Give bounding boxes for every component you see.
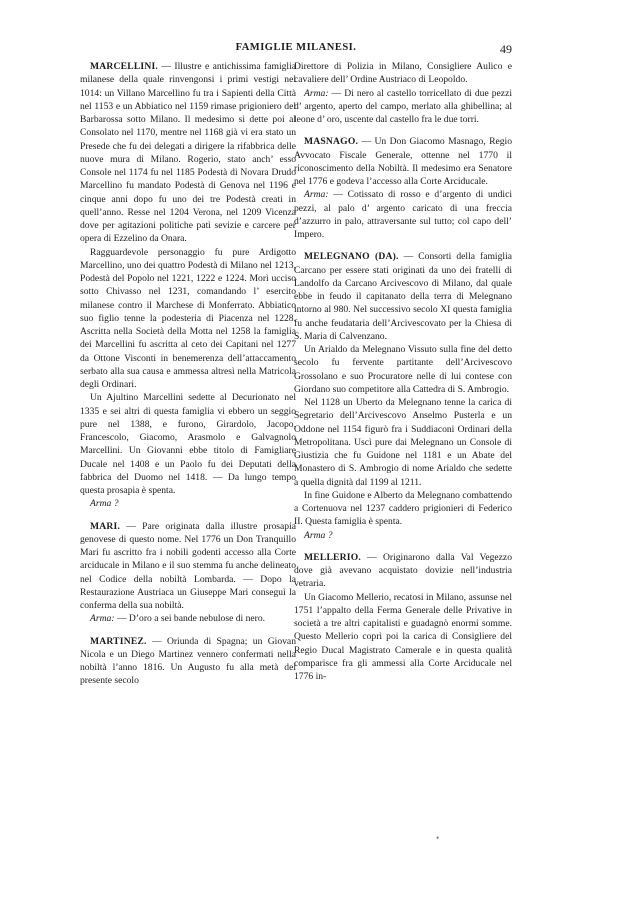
entry-intro-text: — Consorti della famiglia Carcano per essere stati originati da uno dei fratelli di Landolfo da Carcano Arcivescovo di Milano, dal quale ebbe in feudo il capitanato della terra di Melegnano intorno al 980. Nel successivo secolo XI questa famiglia fu anche feudataria dell’Arcivescovato per la Chiesa di S. Maria di Calvenzano. [294, 251, 512, 342]
entry-intro-text: — Un Don Giacomo Masnago, Regio Avvocato Fiscale Generale, ottenne nel 1770 il riconoscimento della Nobiltà. Il medesimo era Senatore nel 1776 e godeva l’accesso alla Corte Arciducale. [294, 136, 512, 187]
arms-line [294, 188, 512, 241]
family-name: MARTINEZ. [90, 635, 147, 647]
entry-intro-paragraph [80, 60, 296, 246]
family-name: MARI. [90, 520, 121, 532]
arms-text: — Cotissato di rosso e d’argento di undici pezzi, al palo d’ argento caricato di una freccia d’azzurro in palo, attraversante sul tutto; col capo dell’ Impero. [294, 189, 512, 240]
family-entry [294, 60, 512, 126]
entry-paragraph: Nel 1128 un Uberto da Melegnano tenne la carica di Segretario dell’Arcivescovo Anselmo Pusterla e un Oddone nel 1154 figurò fra i Suddiaconi Ordinari della Metropolitana. Uscì pure dai Melegnano un Console di Giustizia che fu Guidone nel 1181 e un Abate del Monastero di S. Ambrogio di nome Arialdo che sedette a quella dignità dal 1199 al 1211. [294, 397, 512, 488]
entry-intro-paragraph [80, 520, 296, 613]
family-name: MELLERIO. [304, 551, 361, 563]
stray-mark-icon: • [436, 833, 440, 843]
entry-intro-paragraph [294, 551, 512, 591]
entry-intro-paragraph [294, 60, 512, 87]
arms-line [294, 529, 512, 542]
entry-paragraph: Un Giacomo Mellerio, recatosi in Milano, assunse nel 1751 l’appalto della Ferma Generale delle Privative in società a tre altri capitalisti e guadagnò enormi somme. Questo Mellerio coprì poi la carica di Consigliere del Regio Ducal Magistrato Camerale e in questa qualità comparisce fra gli ammessi alla Corte Arciducale nel 1776 in- [294, 591, 512, 682]
right-column [294, 60, 512, 683]
arms-label: Arma: [304, 189, 329, 201]
entry-intro-text: — Originarono dalla Val Vegezzo dove già avevano acquistato dovizie nell’industria vetraria. [294, 551, 512, 590]
arms-label: Arma: [90, 613, 115, 625]
entry-intro-text: — Illustre e antichissima famiglia milanese della quale rinvengonsi i primi vestigi nel 1014: un Villano Marcellino fu tra i Sapienti della Città nel 1153 e un Abbiatico nel 1159 rimase prigioniero del Barbarossa sotto Milano. Il medesimo si dette poi al Consolato nel 1170, mentre nel 1168 già vi era stato un Presede che fu dei delegati a dirigere la rifabbrica delle nuove mura di Milano. Rogerio, stato anch’ esso Console nel 1174 fu nel 1185 Podestà di Novara Drudo Marcellino fu mandato Podestà di Genova nel 1196 e cinque anni dopo fu uno dei tre Podestà creati in quell’anno. Resse nel 1204 Verona, nel 1209 Vicenza dove per agitazioni politiche patì sevizie e carcere per opera di Ezzelino da Onara. [80, 61, 296, 245]
entry-intro-paragraph [294, 250, 512, 343]
family-entry [294, 135, 512, 241]
arms-label: Arma: [304, 87, 329, 99]
page-number: 49 [500, 42, 512, 56]
entry-intro-text: Direttore di Polizia in Milano, Consigliere Aulico e cavaliere dell’ Ordine Austriaco di Leopoldo. [294, 61, 512, 86]
arms-label: Arma ? [90, 498, 119, 510]
left-column [80, 60, 296, 688]
family-entry [294, 551, 512, 684]
family-entry [80, 520, 296, 626]
arms-line [294, 87, 512, 127]
arms-text: — Di nero al castello torricellato di due pezzi d’ argento, aperto del campo, merlato alla ghibellina; al leone d’ oro, uscente dal castello fra le due torri. [294, 87, 512, 125]
entry-intro-text: — Pare originata dalla illustre prosapia genovese di questo nome. Nel 1776 un Don Tranquillo Mari fu ascritto fra i nobili godenti accesso alla Corte arciducale in Milano e il suo stemma fu anche delineato nel Codice della nobiltà Lombarda. — Dopo la Restaurazione Austriaca un Giuseppe Mari conseguì la conferma della sua nobiltà. [80, 520, 296, 611]
entry-paragraph: Un Ajultino Marcellini sedette al Decurionato nel 1335 e sei altri di questa famiglia vi ebbero un seggio pure nel 1388, e furono, Girardolo, Jacopo, Francescolo, Giacomo, Arasmolo e Galvagnolo Marcellini. Un Giovanni ebbe titolo di Famigliare Ducale nel 1408 e un Paolo fu dei Deputati della fabbrica del Duomo nel 1418. — Da lungo tempo questa prosapia è spenta. [80, 392, 296, 496]
arms-label: Arma ? [304, 529, 333, 541]
family-entry [80, 60, 296, 511]
page-header [80, 42, 512, 58]
entry-intro-paragraph [80, 635, 296, 688]
family-entry [80, 635, 296, 688]
family-name: MASNAGO. [304, 136, 359, 148]
entry-intro-paragraph [294, 135, 512, 188]
entry-paragraph: Un Arialdo da Melegnano Vissuto sulla fine del detto secolo fu fervente partitante dell’Arcivescovo Grossolano e suo Procuratore nelle di lui contese con Giordano suo competitore alla Cattedra di S. Ambrogio. [294, 344, 512, 395]
family-name: MELEGNANO (DA). [304, 251, 399, 263]
running-title: FAMIGLIE MILANESI. [235, 42, 357, 53]
entry-paragraph: In fine Guidone e Alberto da Melegnano combattendo a Cortenuova nel 1237 caddero prigionieri di Federico II. Questa famiglia è spenta. [294, 489, 512, 528]
family-name: MARCELLINI. [90, 61, 159, 72]
family-entry [294, 250, 512, 542]
entry-intro-text: — Oriunda di Spagna; un Giovan Nicola e un Diego Martinez vennero confermati nella nobiltà l’anno 1816. Un Augusto fu alla metà del presente secolo [80, 635, 296, 687]
arms-line [80, 612, 296, 625]
arms-line [80, 497, 296, 510]
arms-text: — D’oro a sei bande nebulose di nero. [114, 613, 266, 625]
entry-paragraph: Ragguardevole personaggio fu pure Ardigotto Marcellino, uno dei quattro Podestà di Milano nel 1213, Podestà del Popolo nel 1221, 1222 e 1224. Morì ucciso sotto Chivasso nel 1231, comandando l’ esercito milanese contro il Marchese di Monferrato. Abbiatico suo figlio tenne la podesteria di Piacenza nel 1228. Ascritta nella Società della Motta nel 1258 la famiglia dei Marcellini fu ascritta al ceto dei Capitani nel 1277 da Ottone Visconti in benemerenza dell’attaccamento serbato alla sua causa e ammessa altresì nella Matricola degli Ordinari. [80, 246, 296, 390]
